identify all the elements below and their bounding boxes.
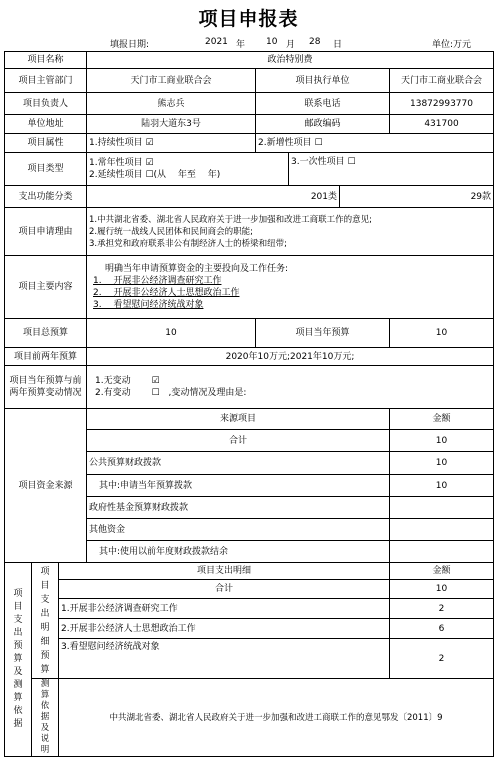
address-label: 单位地址 — [5, 115, 87, 134]
form-meta — [0, 37, 497, 51]
year-budget-value: 10 — [390, 319, 494, 348]
postcode-value: 431700 — [390, 115, 494, 134]
expense-total-amount: 10 — [390, 580, 494, 599]
dept-label: 项目主管部门 — [5, 69, 87, 93]
content-item: 3. 看望慰问经济统战对象 — [93, 300, 204, 310]
expense-inner-label: 项目支出明细预算 — [32, 563, 59, 679]
exec-unit-label: 项目执行单位 — [256, 69, 390, 93]
funding-item-label: 其中:申请当年预算拨款 — [87, 475, 390, 497]
attr-label: 项目属性 — [5, 134, 87, 153]
change-option-none[interactable]: 1.无变动 ☑ — [95, 376, 160, 386]
project-name-value: 政治特别费 — [87, 52, 494, 69]
funding-item-label: 合计 — [87, 430, 390, 452]
reason-item: 1.中共湖北省委、湖北省人民政府关于进一步加强和改进工商联工作的意见; — [89, 214, 372, 225]
reason-item: 2.履行统一战线人民团体和民间商会的职能; — [89, 226, 253, 237]
change-options — [87, 366, 494, 409]
total-budget-value: 10 — [87, 319, 256, 348]
funding-item-amount: 10 — [390, 452, 494, 475]
funding-item-label: 政府性基金预算财政拨款 — [87, 497, 390, 519]
expense-outer-label: 项目支出预算及测算依据 — [5, 563, 32, 757]
unit-label: 单位:万元 — [432, 40, 472, 50]
form-title: 项目申报表 — [198, 8, 299, 30]
expense-item-amount: 6 — [390, 619, 494, 639]
content-intro: 明确当年申请预算资金的主要投向及工作任务: — [105, 264, 289, 274]
expense-item-label: 3.看望慰问经济统战对象 — [59, 639, 390, 679]
fill-month-unit: 月 — [286, 40, 296, 50]
fill-date-label: 填报日期: — [110, 40, 150, 50]
type-options-left — [87, 153, 289, 186]
funding-col-amount: 金额 — [390, 409, 494, 430]
expense-item-amount: 2 — [390, 639, 494, 679]
funding-item-amount — [390, 519, 494, 541]
content-label: 项目主要内容 — [5, 256, 87, 319]
prev-budget-value: 2020年10万元;2021年10万元; — [87, 348, 494, 366]
attr-option-new[interactable]: 2.新增性项目 ☐ — [256, 134, 494, 153]
type-option-extended[interactable]: 2.延续性项目 ☐(从 年至 年) — [89, 170, 221, 180]
funding-item-amount: 10 — [390, 475, 494, 497]
fill-day: 28 — [309, 37, 321, 47]
content-list — [87, 256, 494, 319]
address-value: 陆羽大道东3号 — [87, 115, 256, 134]
attr-option-continuing[interactable]: 1.持续性项目 ☑ — [87, 134, 256, 153]
reason-label: 项目申请理由 — [5, 208, 87, 256]
fill-day-unit: 日 — [333, 40, 343, 50]
funding-section-label: 项目资金来源 — [5, 409, 87, 563]
dept-value: 天门市工商业联合会 — [87, 69, 256, 93]
funding-col-source: 来源项目 — [87, 409, 390, 430]
reason-item: 3.承担党和政府联系非公有制经济人士的桥梁和纽带; — [89, 238, 287, 249]
fill-month: 10 — [266, 37, 278, 47]
expense-item-label: 1.开展非公经济调查研究工作 — [59, 599, 390, 619]
postcode-label: 邮政编码 — [256, 115, 390, 134]
year-budget-label: 项目当年预算 — [256, 319, 390, 348]
funding-item-label: 公共预算财政拨款 — [87, 452, 390, 475]
person-value: 熊志兵 — [87, 93, 256, 115]
fill-year: 2021 — [205, 37, 228, 47]
expense-item-label: 2.开展非公经济人士思想政治工作 — [59, 619, 390, 639]
reason-list — [87, 208, 494, 256]
prev-budget-label: 项目前两年预算 — [5, 348, 87, 366]
funding-item-label: 其中:使用以前年度财政拨款结余 — [87, 541, 390, 563]
type-option-annual[interactable]: 1.常年性项目 ☑ — [89, 158, 154, 168]
funding-item-amount — [390, 497, 494, 519]
content-item: 1. 开展非公经济调查研究工作 — [93, 276, 222, 286]
expense-basis-label: 测算依据及说明 — [32, 679, 59, 757]
expense-basis-text: 中共湖北省委、湖北省人民政府关于进一步加强和改进工商联工作的意见鄂发〔2011〕9 — [59, 679, 494, 757]
funding-item-amount: 10 — [390, 430, 494, 452]
func-class-value: 201类 — [87, 186, 340, 208]
content-item: 2. 开展非公经济人士思想政治工作 — [93, 288, 240, 298]
func-item-value: 29款 — [340, 186, 494, 208]
change-option-changed[interactable]: 2.有变动 ☐ ,变动情况及理由是: — [95, 388, 247, 398]
total-budget-label: 项目总预算 — [5, 319, 87, 348]
change-label: 项目当年预算与前两年预算变动情况 — [5, 366, 87, 409]
expense-item-amount: 2 — [390, 599, 494, 619]
expense-col-amount: 金额 — [390, 563, 494, 580]
func-label: 支出功能分类 — [5, 186, 87, 208]
funding-item-label: 其他资金 — [87, 519, 390, 541]
expense-total-label: 合计 — [59, 580, 390, 599]
person-label: 项目负责人 — [5, 93, 87, 115]
form-table — [4, 51, 494, 757]
phone-value: 13872993770 — [390, 93, 494, 115]
fill-year-unit: 年 — [236, 40, 246, 50]
exec-unit-value: 天门市工商业联合会 — [390, 69, 494, 93]
type-option-onetime[interactable]: 3.一次性项目 ☐ — [289, 153, 494, 186]
funding-item-amount — [390, 541, 494, 563]
type-label: 项目类型 — [5, 153, 87, 186]
phone-label: 联系电话 — [256, 93, 390, 115]
project-name-label: 项目名称 — [5, 52, 87, 69]
expense-col-detail: 项目支出明细 — [59, 563, 390, 580]
